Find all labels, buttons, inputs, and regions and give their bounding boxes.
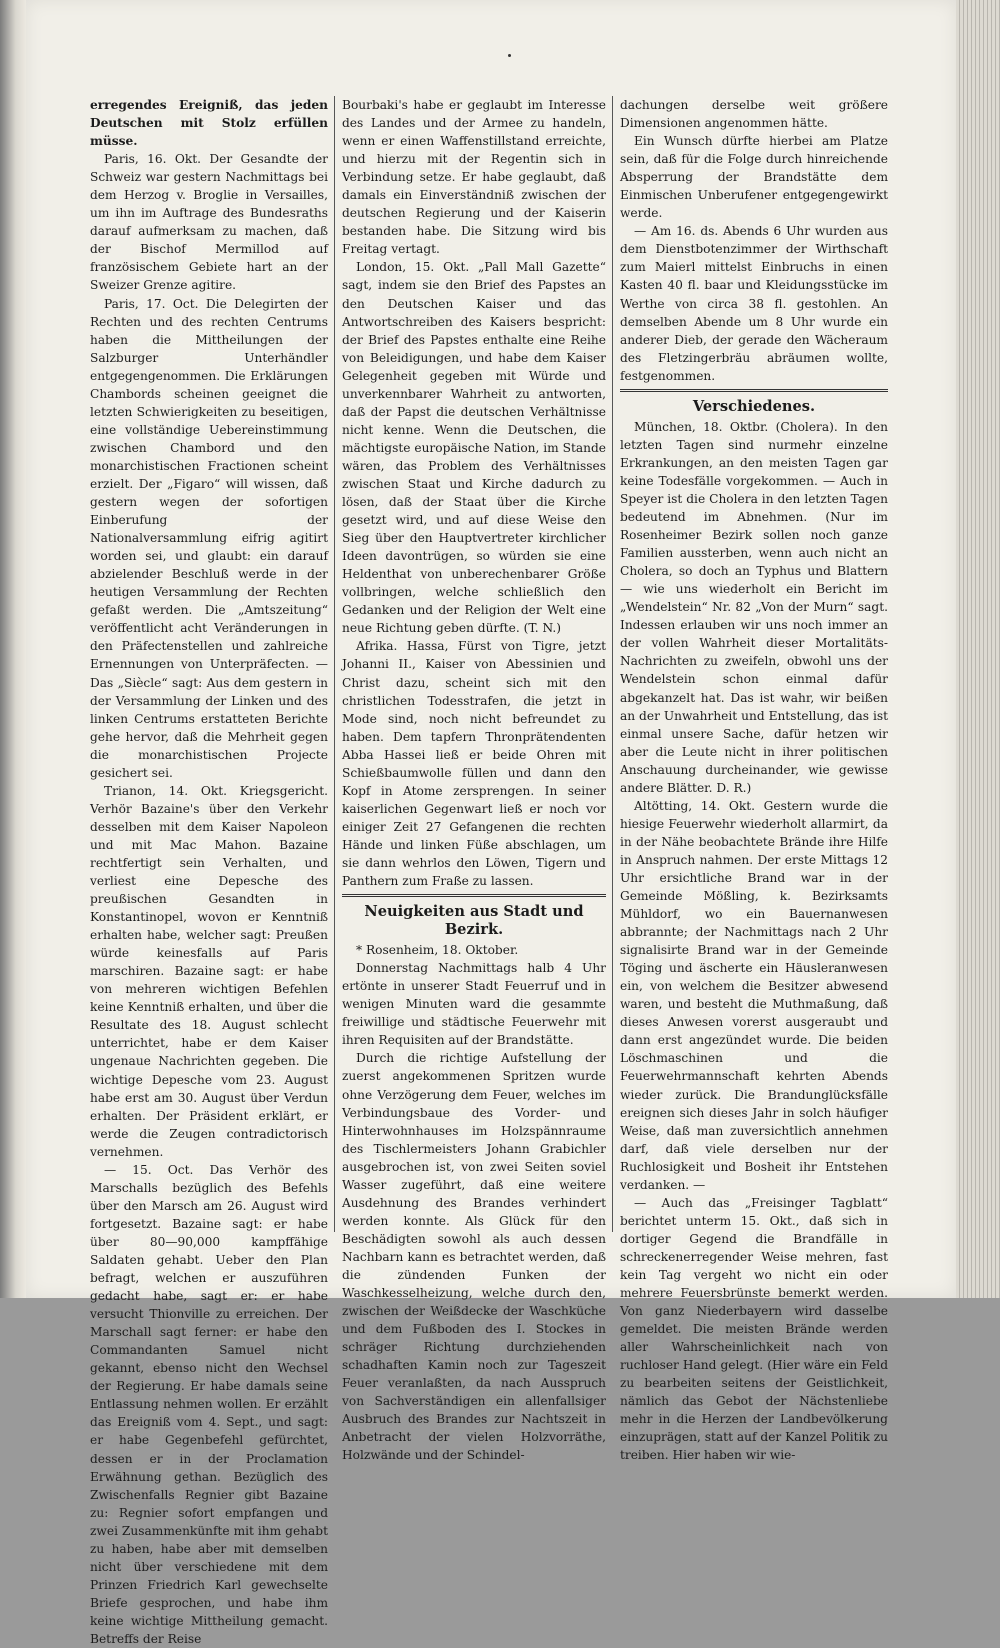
page-stack-edge	[956, 0, 1000, 1298]
page-left-edge	[0, 0, 26, 1298]
paragraph: Paris, 16. Okt. Der Gesandte der Schweiz war gestern Nachmittags bei dem Herzog v. Broglie in Versailles, um ihn im Auftrage des Bundesraths darauf aufmerksam zu machen, daß der Bischof Mermillod auf französischem Gebiete hart an der Sweizer Grenze agitire.	[90, 152, 328, 293]
paragraph: Ein Wunsch dürfte hierbei am Platze sein, daß für die Folge durch hinreichende Absperrung der Brandstätte dem Einmischen Unberufener entgegengewirkt werde.	[620, 134, 888, 221]
paragraph: London, 15. Okt. „Pall Mall Gazette“ sagt, indem sie den Brief des Papstes an den Deutschen Kaiser und das Antwortschreiben des Kaisers bespricht: der Brief des Papstes enthalte eine Reihe von Beleidigungen, und habe dem Kaiser Gelegenheit gegeben mit Würde und unverkennbarer Wahrheit zu antworten, daß der Papst die deutschen Verhältnisse nicht kenne. Wenn die Deutschen, die mächtigste europäische Nation, im Stande wären, das Problem des Verhältnisses zwischen Staat und Kirche dadurch zu lösen, daß der Staat über die Kirche gesetzt wird, und auf diese Weise den Sieg über den Hauptvertreter kirchlicher Ideen davontrügen, so würden sie eine Heldenthat von unberechenbarer Größe vollbringen, welche schließlich den Gedanken und der Religion der Welt eine neue Richtung geben dürfte. (T. N.)	[342, 260, 606, 636]
paragraph: — Am 16. ds. Abends 6 Uhr wurden aus dem Dienstbotenzimmer der Wirthschaft zum Maierl mittelst Einbruchs in einen Kasten 40 fl. baar und Kleidungsstücke im Werthe von circa 38 fl. gestohlen. An demselben Abende um 8 Uhr wurde ein anderer Dieb, der gerade den Wächeraum des Fletzingerbräu abräumen wollte, festgenommen.	[620, 224, 888, 383]
column-rule-2	[612, 96, 613, 1232]
section-heading-miscellaneous: Verschiedenes.	[620, 389, 888, 416]
column-rule-1	[334, 96, 335, 1232]
paragraph: erregendes Ereigniß, das jeden Deutschen mit Stolz erfüllen müsse.	[90, 98, 328, 149]
paragraph: München, 18. Oktbr. (Cholera). In den letzten Tagen sind nurmehr einzelne Erkrankungen, an den meisten Tagen gar keine Todesfälle vorgekommen. — Auch in Speyer ist die Cholera in den letzten Tagen bedeutend im Abnehmen. (Nur im Rosenheimer Bezirk sollen noch ganze Familien aussterben, wenn auch nicht an Cholera, so doch an Typhus und Blattern — wie uns wiederholt ein Bericht im „Wendelstein“ Nr. 82 „Von der Murn“ sagt. Indessen erlauben wir uns noch immer an der vollen Wahrheit dieser Mortalitäts-Nachrichten zu zweifeln, obwohl uns der Wendelstein schon einmal dafür abgekanzelt hat. Das ist wahr, wir beißen an der Unwahrheit und Entstellung, das ist einmal unsere Sache, dafür hetzen wir aber die Leute nicht in ihrer politischen Anschauung durcheinander, wie gewisse andere Blätter. D. R.)	[620, 419, 888, 795]
paragraph: — 15. Oct. Das Verhör des Marschalls bezüglich des Befehls über den Marsch am 26. August wird fortgesetzt. Bazaine sagt: er habe über 80—90,000 kampffähige Saldaten gehabt. Ueber den Plan befragt, welchen er auszuführen gedacht habe, sagt er: er habe versucht Thionville zu erreichen. Der Marschall sagt ferner: er habe den Commandanten Samuel nicht gekannt, ebenso nicht den Wechsel der Regierung. Er habe damals seine Entlassung nehmen wollen. Er erzählt das Ereigniß vom 4. Sept., und sagt: er habe Gegenbefehl gefürchtet, dessen er in der Proclamation Erwähnung gethan. Bezüglich des Zwischenfalls Regnier gibt Bazaine zu: Regnier sofort empfangen und zwei Zusammenkünfte mit ihm gehabt zu haben, habe aber mit demselben nicht über verschiedene mit dem Prinzen Friedrich Karl gewechselte Briefe gesprochen, und habe ihm keine wichtige Mittheilung gemacht. Betreffs der Reise	[90, 1162, 328, 1646]
paragraph: Donnerstag Nachmittags halb 4 Uhr ertönte in unserer Stadt Feuerruf und in wenigen Minuten ward die gesammte freiwillige und städtische Feuerwehr mit ihren Requisiten auf der Brandstätte.	[342, 961, 606, 1048]
dateline: * Rosenheim, 18. Oktober.	[356, 943, 519, 958]
paragraph: Durch die richtige Aufstellung der zuerst angekommenen Spritzen wurde ohne Verzögerung dem Feuer, welches im Verbindungsbaue des Vorder- und Hinterwohnhauses im Holzspännraume des Tischlermeisters Johann Grabichler ausgebrochen ist, von zwei Seiten soviel Wasser zugeführt, daß eine weitere Ausdehnung des Brandes verhindert werden konnte. Als Glück für den Beschädigten sowohl als auch dessen Nachbarn kann es betrachtet werden, daß die zündenden Funken der Waschkesselheizung, welche durch den, zwischen der Weißdecke der Waschküche und dem Fußboden des I. Stockes in schräger Richtung durchziehenden schadhaften Kamin noch zur Tageszeit Feuer veranlaßten, da nach Ausspruch von Sachverständigen ein allenfallsiger Ausbruch des Brandes zur Nachtszeit in Anbetracht der vielen Holzvorräthe, Holzwände und der Schindel-	[342, 1051, 606, 1463]
column-1	[90, 96, 328, 1646]
paragraph: Afrika. Hassa, Fürst von Tigre, jetzt Johanni II., Kaiser von Abessinien und Christ dazu, scheint sich mit den christlichen Todesstrafen, die jetzt in Mode sind, noch nicht befreundet zu haben. Dem tapfern Thronprätendenten Abba Hassei ließ er beide Ohren mit Schießbaumwolle füllen und dann den Kopf in Atome zersprengen. In seiner kaiserlichen Gegenwart ließ er noch vor einiger Zeit 27 Gefangenen die rechten Hände und linken Füße abschlagen, um sie dann wehrlos den Löwen, Tigern und Panthern zum Fraße zu lassen.	[342, 639, 606, 889]
paragraph: Bourbaki's habe er geglaubt im Interesse des Landes und der Armee zu handeln, wenn er einen Waffenstillstand erreichte, und hierzu mit der Regentin sich in Verbindung setze. Er habe geglaubt, daß damals ein Einverständniß zwischen der deutschen Regierung und der Kaiserin bestanden habe. Die Sitzung wird bis Freitag vertagt.	[342, 98, 606, 257]
print-dot	[508, 54, 511, 57]
paragraph: Paris, 17. Oct. Die Delegirten der Rechten und des rechten Centrums haben die Mittheilungen der Salzburger Unterhändler entgegengenommen. Die Erklärungen Chambords scheinen geeignet die letzten Schwierigkeiten zu beseitigen, eine vollständige Uebereinstimmung zwischen Chambord und den monarchistischen Fractionen scheint erzielt. Der „Figaro“ will wissen, daß gestern wegen der sofortigen Einberufung der Nationalversammlung eifrig agitirt worden sei, und glaubt: ein darauf abzielender Beschluß werde in der heutigen Versammlung der Rechten gefaßt werden. Die „Amtszeitung“ veröffentlicht acht Veränderungen in den Präfectenstellen und zahlreiche Ernennungen von Unterpräfecten. — Das „Siècle“ sagt: Aus dem gestern in der Versammlung der Linken und des linken Centrums erstatteten Berichte gehe hervor, daß die Mehrheit gegen die monarchistischen Projecte gesichert sei.	[90, 296, 328, 780]
paragraph: Trianon, 14. Okt. Kriegsgericht. Verhör Bazaine's über den Verkehr desselben mit dem Kaiser Napoleon und mit Mac Mahon. Bazaine rechtfertigt sein Verhalten, und verliest eine Depesche des preußischen Gesandten in Konstantinopel, wovon er Kenntniß erhalten habe, welcher sagt: Preußen würde keinesfalls auf Paris marschiren. Bazaine sagt: er habe von mehreren wichtigen Befehlen keine Kenntniß erhalten, und über die Resultate des 18. August schlecht unterrichtet, habe er dem Kaiser ungenaue Nachrichten gegeben. Die wichtige Depesche vom 23. August habe erst am 30. August über Verdun erhalten. Der Präsident erklärt, er werde die Zeugen contradictorisch vernehmen.	[90, 783, 328, 1159]
section-heading-local-news: Neuigkeiten aus Stadt und Bezirk.	[342, 894, 606, 939]
paragraph: Altötting, 14. Okt. Gestern wurde die hiesige Feuerwehr wiederholt allarmirt, da in der Nähe beobachtete Brände ihre Hilfe in Anspruch nahmen. Der erste Mittags 12 Uhr ersichtliche Brand war in der Gemeinde Mößling, k. Bezirksamts Mühldorf, wo ein Bauernanwesen abbrannte; der Nachmittags nach 2 Uhr signalisirte Brand war in der Gemeinde Töging und äscherte ein Häusleranwesen ein, von welchem die Besitzer abwesend waren, und besteht die Muthmaßung, daß dieses Anwesen vorerst ausgeraubt und dann erst angezündet wurde. Die beiden Löschmaschinen und die Feuerwehrmannschaft kehrten Abends wieder zurück. Die Brandunglücksfälle ereignen sich dieses Jahr in solch häufiger Weise, daß man zuversichtlich annehmen darf, daß viele derselben nur der Ruchlosigkeit und Bosheit ihr Entstehen verdanken. —	[620, 798, 888, 1192]
column-2	[342, 96, 606, 1463]
paragraph: dachungen derselbe weit größere Dimensionen angenommen hätte.	[620, 98, 888, 131]
paragraph: — Auch das „Freisinger Tagblatt“ berichtet unterm 15. Okt., daß sich in dortiger Gegend die Brandfälle in schreckenerregender Weise mehren, fast kein Tag vergeht wo nicht ein oder mehrere Feuersbrünste bemerkt werden. Von ganz Niederbayern wird dasselbe gemeldet. Die meisten Brände werden aller Wahrscheinlichkeit nach von ruchloser Hand gelegt. (Hier wäre ein Feld zu bearbeiten seitens der Geistlichkeit, nämlich das Gebot der Nächstenliebe mehr in die Herzen der Landbevölkerung einzuprägen, statt auf der Kanzel Politik zu treiben. Hier haben wir wie-	[620, 1195, 888, 1463]
column-3	[620, 96, 888, 1463]
